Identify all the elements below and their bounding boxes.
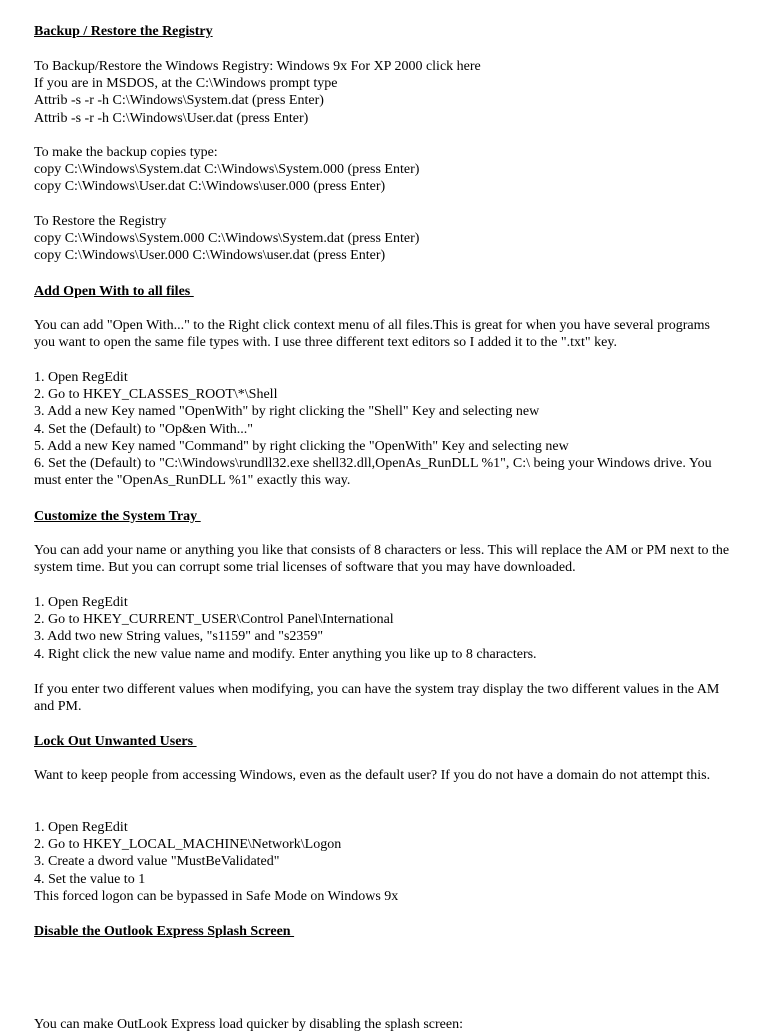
section-heading-backup-restore: Backup / Restore the Registry — [34, 24, 213, 39]
text-line: copy C:\Windows\User.dat C:\Windows\user.000 (press Enter) — [34, 179, 386, 195]
text-line: Attrib -s -r -h C:\Windows\User.dat (press Enter) — [34, 110, 309, 126]
step-line: 4. Set the value to 1 — [34, 871, 146, 887]
step-line: 3. Create a dword value "MustBeValidated" — [34, 854, 280, 870]
system-tray-steps — [34, 594, 734, 663]
section-heading-system-tray: Customize the System Tray — [34, 509, 201, 524]
section-heading-open-with: Add Open With to all files — [34, 284, 194, 299]
outlook-cutoff-line — [34, 1016, 734, 1033]
backup-intro-lines — [34, 58, 734, 127]
step-line: 3. Add a new Key named "OpenWith" by right clicking the "Shell" Key and selecting new — [34, 404, 540, 420]
system-tray-outro: If you enter two different values when modifying, you can have the system tray display the two different values in the AM and PM. — [34, 682, 720, 715]
lock-out-steps — [34, 819, 734, 905]
backup-copy-lines — [34, 144, 734, 196]
step-line: 2. Go to HKEY_CLASSES_ROOT\*\Shell — [34, 387, 278, 403]
section-heading-lock-out: Lock Out Unwanted Users — [34, 734, 197, 749]
text-line: To Backup/Restore the Windows Registry: Windows 9x For XP 2000 click here — [34, 59, 481, 74]
step-line: 2. Go to HKEY_CURRENT_USER\Control Panel\International — [34, 612, 394, 628]
text-line: You can make OutLook Express load quicker by disabling the splash screen: — [34, 1017, 463, 1032]
open-with-intro: You can add "Open With..." to the Right click context menu of all files.This is great for when you have several programs you want to open the same file types with. I use three different text editors so I added it to the ".txt" key. — [34, 318, 710, 351]
text-line: To Restore the Registry — [34, 214, 167, 229]
section-heading-outlook-splash: Disable the Outlook Express Splash Screen — [34, 924, 295, 939]
step-line: This forced logon can be bypassed in Safe Mode on Windows 9x — [34, 888, 399, 904]
text-line: copy C:\Windows\User.000 C:\Windows\user.dat (press Enter) — [34, 248, 386, 264]
step-line: 4. Set the (Default) to "Op&en With..." — [34, 421, 254, 437]
text-line: To make the backup copies type: — [34, 145, 218, 160]
text-line: If you are in MSDOS, at the C:\Windows prompt type — [34, 76, 338, 92]
text-line: copy C:\Windows\System.dat C:\Windows\System.000 (press Enter) — [34, 162, 420, 178]
open-with-step-6: 6. Set the (Default) to "C:\Windows\rundll32.exe shell32.dll,OpenAs_RunDLL %1", C:\ being your Windows drive. You must enter the "OpenAs_RunDLL %1" exactly this way. — [34, 456, 712, 489]
lock-out-intro: Want to keep people from accessing Windows, even as the default user? If you do not have a domain do not attempt this. — [34, 768, 711, 783]
restore-lines — [34, 213, 734, 265]
step-line: 1. Open RegEdit — [34, 820, 128, 835]
text-line: copy C:\Windows\System.000 C:\Windows\System.dat (press Enter) — [34, 231, 420, 247]
step-line: 5. Add a new Key named "Command" by right clicking the "OpenWith" Key and selecting new — [34, 438, 569, 454]
step-line: 1. Open RegEdit — [34, 595, 128, 610]
step-line: 2. Go to HKEY_LOCAL_MACHINE\Network\Logon — [34, 837, 342, 853]
open-with-steps — [34, 369, 734, 455]
text-line: Attrib -s -r -h C:\Windows\System.dat (press Enter) — [34, 93, 324, 109]
step-line: 1. Open RegEdit — [34, 370, 128, 385]
step-line: 3. Add two new String values, "s1159" and "s2359" — [34, 629, 324, 645]
system-tray-intro: You can add your name or anything you like that consists of 8 characters or less. This will replace the AM or PM next to the system time. But you can corrupt some trial licenses of software that you may have downloaded. — [34, 543, 730, 576]
step-line: 4. Right click the new value name and modify. Enter anything you like up to 8 characters. — [34, 646, 537, 662]
